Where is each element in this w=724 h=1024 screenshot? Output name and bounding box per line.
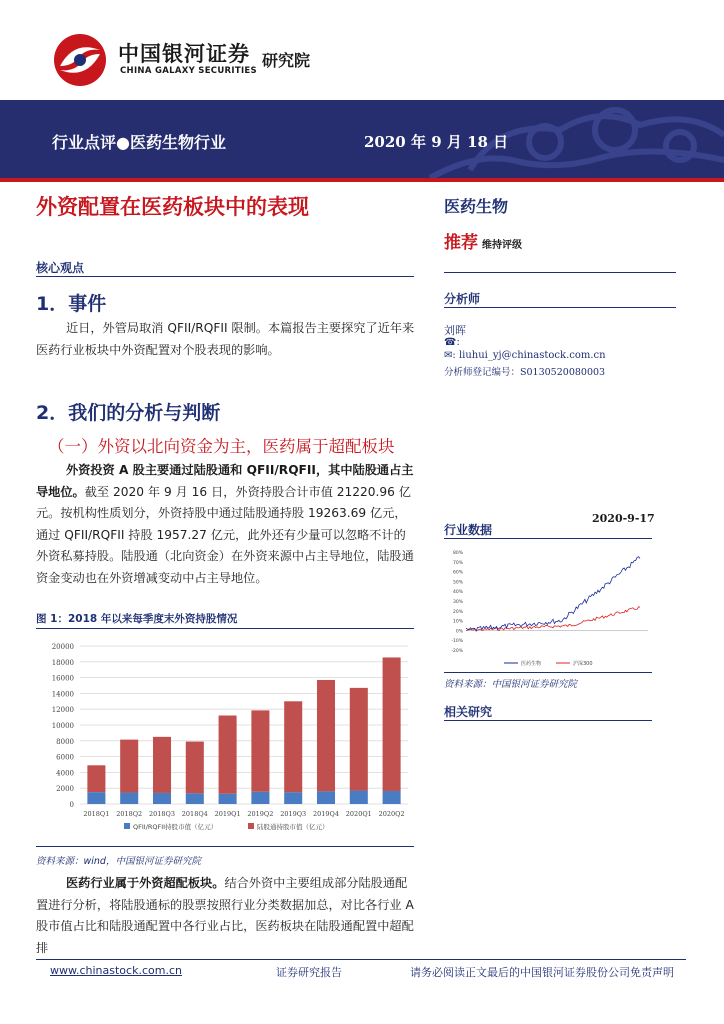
bar-segment [219, 716, 237, 794]
y-tick-label: 10000 [51, 722, 74, 730]
industry-data-heading: 行业数据 [444, 523, 493, 537]
y-tick-label: 30% [452, 600, 463, 605]
y-tick-label: 0% [455, 629, 463, 635]
logo-text-en: CHINA GALAXY SECURITIES [120, 66, 257, 76]
x-tick-label: 2020Q1 [345, 810, 372, 818]
y-tick-label: 50% [452, 580, 463, 586]
bar-segment [87, 792, 105, 804]
x-tick-label: 2018Q4 [181, 810, 208, 818]
analyst-phone: ☎: [444, 337, 460, 348]
galaxy-logo-icon [52, 32, 108, 88]
related-research-rule [444, 720, 652, 721]
paragraph-lead: 医药行业属于外资超配板块。 [66, 876, 225, 890]
paragraph-body: 截至 2020 年 9 月 16 日，外资持股合计市值 21220.96 亿元。按机构性质划分，外资持股中通过陆股通持股 19263.69 亿元，通过 QFII/RQFII 持股 1957.27 亿元，此外还有少量可以忽略不计的外资私募持股。陆股通（北向资金）在外资来源中占主导地位，陆股通资金变动也在外资增减变动中占主导地位。 [36, 484, 414, 585]
footer-disclaimer: 请务必阅读正文最后的中国银河证券股份公司免责声明 [410, 966, 674, 979]
event-heading: 1．事件 [36, 293, 107, 315]
y-tick-label: 20000 [51, 643, 74, 651]
y-tick-label: 4000 [56, 769, 74, 778]
phone-icon: ☎ [444, 337, 457, 348]
x-tick-label: 2019Q1 [214, 810, 241, 818]
y-tick-label: 60% [452, 570, 463, 576]
subsection-heading: （一）外资以北向资金为主，医药属于超配板块 [48, 437, 395, 456]
paragraph-foreign-capital [36, 460, 416, 589]
institute-label: 研究院 [262, 51, 311, 70]
bar-segment [153, 737, 171, 793]
report-type: 行业点评●医药生物行业 [52, 133, 226, 152]
x-tick-label: 2018Q1 [83, 810, 110, 818]
core-view-rule [36, 276, 414, 277]
bar-segment [219, 794, 237, 804]
legend-swatch [124, 823, 130, 829]
bar-segment [251, 710, 269, 791]
bar-segment [350, 791, 368, 804]
analyst-name: 刘晖 [444, 324, 466, 337]
bar-segment [251, 792, 269, 804]
y-tick-label: -10% [451, 639, 463, 645]
figure-rule [36, 628, 414, 629]
series-line [466, 557, 640, 631]
rating-label: 推荐 [444, 233, 478, 253]
analyst-cert: 分析师登记编号：S0130520080003 [444, 367, 606, 378]
mini-chart-rule [444, 672, 652, 673]
footer-rule [36, 959, 686, 960]
bar-segment [120, 740, 138, 793]
industry-data-date: 2020-9-17 [592, 512, 655, 525]
analyst-heading: 分析师 [444, 292, 481, 306]
y-tick-label: 8000 [56, 737, 74, 746]
x-tick-label: 2019Q4 [312, 810, 340, 818]
y-tick-label: 14000 [51, 690, 74, 699]
x-tick-label: 2018Q2 [116, 810, 143, 818]
bar-segment [350, 688, 368, 791]
report-date: 2020 年 9 月 18 日 [364, 133, 509, 151]
mail-icon: ✉ [444, 350, 453, 361]
logo-text-cn: 中国银河证券 [118, 42, 250, 66]
industry-data-rule [444, 538, 652, 539]
analyst-rule [444, 307, 676, 308]
bar-segment [317, 791, 335, 804]
figure-title: 图 1：2018 年以来每季度末外资持股情况 [36, 613, 238, 625]
bar-segment [383, 657, 401, 791]
y-tick-label: 0 [69, 801, 74, 809]
sector-label: 医药生物 [444, 197, 509, 216]
x-tick-label: 2018Q3 [148, 810, 176, 818]
bar-segment [186, 793, 204, 804]
x-tick-label: 2020Q2 [378, 810, 405, 818]
analysis-heading: 2．我们的分析与判断 [36, 402, 221, 424]
core-view-heading: 核心观点 [36, 261, 85, 275]
bar-segment [317, 680, 335, 791]
sidebar-rule [444, 272, 676, 273]
y-tick-label: 10% [452, 619, 463, 625]
x-tick-label: 2019Q3 [280, 810, 307, 818]
analyst-email[interactable]: ✉: liuhui_yj@chinastock.com.cn [444, 350, 606, 361]
foreign-holdings-bar-chart [36, 634, 416, 839]
paragraph-overweight [36, 873, 416, 959]
x-tick-label: 2019Q2 [247, 810, 274, 818]
figure-source: 资料来源：wind，中国银河证券研究院 [36, 856, 201, 867]
paragraph-lead: 外资投资 A 股主要通过陆股通和 QFII/RQFII，其中陆股通占主导地位。 [36, 463, 414, 499]
y-tick-label: 20% [452, 609, 463, 615]
legend-label: 陆股通持股市值（亿元） [257, 823, 329, 831]
figure-bottom-rule [36, 846, 414, 847]
banner-accent-line [0, 178, 724, 182]
related-research-heading: 相关研究 [444, 705, 493, 719]
footer-center: 证券研究报告 [276, 966, 342, 979]
y-tick-label: 16000 [51, 674, 74, 683]
legend-label: 医药生物 [521, 661, 542, 667]
bar-segment [153, 793, 171, 804]
bar-segment [87, 765, 105, 792]
y-tick-label: -20% [451, 649, 463, 654]
footer-url-link[interactable]: www.chinastock.com.cn [50, 964, 182, 977]
sector-vs-index-line-chart [444, 546, 654, 670]
legend-swatch [248, 823, 254, 829]
bar-segment [120, 793, 138, 804]
event-paragraph: 近日，外管局取消 QFII/RQFII 限制。本篇报告主要探究了近年来医药行业板块中外资配置对个股表现的影响。 [36, 321, 415, 357]
paragraph-body: 结合外资中主要组成部分陆股通配置进行分析，将陆股通标的股票按照行业分类数据加总，对比各行业 A 股市值占比和陆股通配置中各行业占比，医药板块在陆股通配置中超配排 [36, 876, 414, 955]
legend-label: QFII/RQFII持股市值（亿元） [133, 823, 218, 831]
y-tick-label: 12000 [51, 706, 74, 715]
bar-segment [186, 742, 204, 794]
bar-segment [284, 792, 302, 804]
legend-label: 沪深300 [573, 661, 593, 667]
y-tick-label: 40% [452, 590, 463, 596]
report-title: 外资配置在医药板块中的表现 [36, 195, 309, 219]
y-tick-label: 6000 [56, 753, 74, 762]
y-tick-label: 80% [452, 551, 463, 556]
y-tick-label: 70% [452, 560, 463, 566]
mini-chart-source: 资料来源：中国银河证券研究院 [444, 679, 578, 690]
rating-note: 维持评级 [482, 240, 522, 251]
bar-segment [383, 791, 401, 804]
y-tick-label: 2000 [56, 785, 74, 794]
bar-segment [284, 701, 302, 792]
y-tick-label: 18000 [51, 658, 74, 667]
